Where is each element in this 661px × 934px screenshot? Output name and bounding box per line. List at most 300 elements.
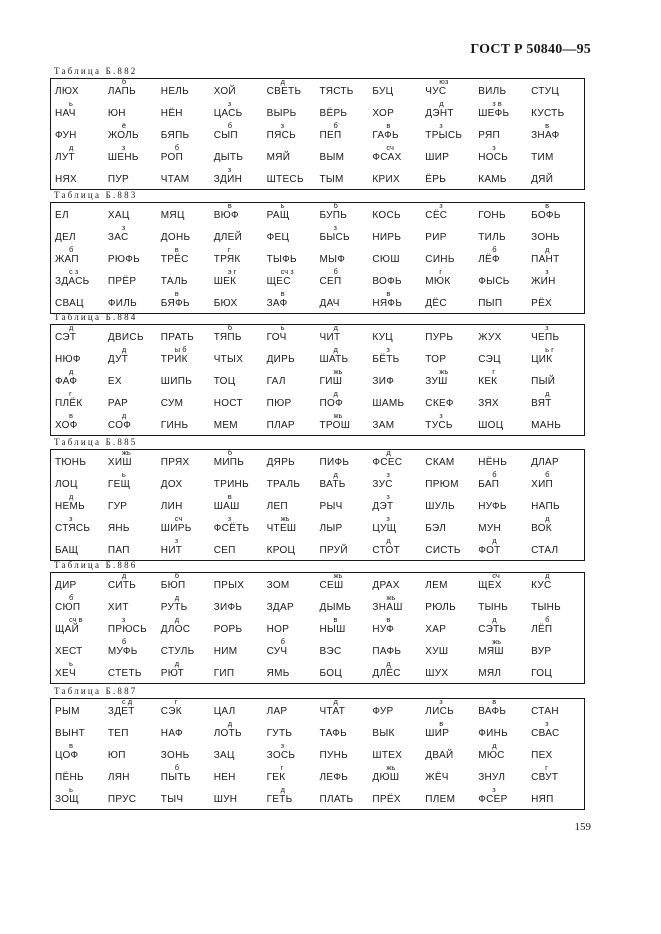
word: ЧИТ xyxy=(319,332,341,343)
word-cell xyxy=(372,167,425,189)
word-cell xyxy=(161,225,214,247)
stress-mark: з xyxy=(121,615,126,624)
word: ВЫК xyxy=(372,728,395,739)
word: ЗДЕТ xyxy=(107,706,135,717)
word: ДВИСЬ xyxy=(107,332,144,343)
stress-mark: жь xyxy=(386,593,396,602)
word: ЗОСЬ xyxy=(266,750,296,761)
word: МЯШ xyxy=(478,646,504,657)
stress-mark: д xyxy=(492,536,497,545)
stress-mark: г xyxy=(69,389,72,398)
word-cell xyxy=(161,269,214,291)
stress-mark: жь xyxy=(439,367,449,376)
word-cell xyxy=(267,765,320,787)
word-cell xyxy=(214,450,267,472)
word-cell xyxy=(214,101,267,123)
word-cell xyxy=(161,325,214,347)
word-cell xyxy=(55,225,108,247)
word: МЯЛ xyxy=(478,668,502,679)
stress-mark: д xyxy=(280,77,285,86)
word-cell xyxy=(55,167,108,189)
stress-mark: г xyxy=(227,245,231,254)
word-cell xyxy=(214,123,267,145)
stress-mark: жь xyxy=(386,763,396,772)
stress-mark: д xyxy=(545,245,550,254)
word-cell xyxy=(531,765,584,787)
word-cell xyxy=(372,101,425,123)
word: СЕП xyxy=(319,276,342,287)
word-cell xyxy=(267,269,320,291)
stress-mark: д xyxy=(386,448,391,457)
word-cell xyxy=(55,494,108,516)
word: ШАМЬ xyxy=(372,398,405,409)
word-cell xyxy=(425,291,478,313)
word-cell xyxy=(531,787,584,809)
word: ЗУС xyxy=(372,479,393,490)
word: ПРЯХ xyxy=(160,457,190,468)
word-cell xyxy=(267,721,320,743)
word-cell xyxy=(108,203,161,225)
word-cell xyxy=(372,743,425,765)
stress-mark: г xyxy=(174,697,178,706)
word-cell xyxy=(214,167,267,189)
word-cell xyxy=(478,291,531,313)
word: СЭК xyxy=(160,706,182,717)
word-cell xyxy=(478,347,531,369)
word: ШАТЬ xyxy=(319,354,349,365)
stress-mark: жь xyxy=(280,514,290,523)
word-cell xyxy=(267,101,320,123)
word-cell xyxy=(320,595,373,617)
word: ТЯПЬ xyxy=(213,332,242,343)
stress-mark: в xyxy=(69,741,73,750)
word-cell xyxy=(55,123,108,145)
word-cell xyxy=(108,573,161,595)
word-cell xyxy=(320,369,373,391)
word-cell xyxy=(267,167,320,189)
word-cell xyxy=(320,516,373,538)
word-cell xyxy=(372,79,425,101)
word: ДЫМЬ xyxy=(319,602,352,613)
stress-mark: з xyxy=(121,223,126,232)
stress-mark: д xyxy=(545,514,550,523)
word-cell xyxy=(108,167,161,189)
word-cell xyxy=(372,369,425,391)
word-grid xyxy=(55,325,584,435)
stress-mark: з xyxy=(227,514,232,523)
word: МЕМ xyxy=(213,420,238,431)
word: СВЕТЬ xyxy=(266,86,302,97)
word-cell xyxy=(531,291,584,313)
word: ГОНЬ xyxy=(478,210,506,221)
stress-mark: в xyxy=(280,289,285,298)
word-cell xyxy=(108,291,161,313)
word: СВАС xyxy=(531,728,560,739)
word: БУПЬ xyxy=(319,210,348,221)
word-cell xyxy=(55,661,108,683)
word-cell xyxy=(531,538,584,560)
word: МЯЙ xyxy=(266,152,291,163)
word-cell xyxy=(478,167,531,189)
table-box xyxy=(50,449,585,561)
word: СОФ xyxy=(107,420,132,431)
stress-mark: д xyxy=(439,99,444,108)
word: НОСТ xyxy=(213,398,243,409)
word-cell xyxy=(478,617,531,639)
word: ШТЕСЬ xyxy=(266,174,304,185)
word: ЗНУЛ xyxy=(478,772,506,783)
table-box xyxy=(50,698,585,810)
word-cell xyxy=(531,595,584,617)
word-cell xyxy=(161,639,214,661)
stress-mark: д xyxy=(333,389,338,398)
word: ЛУТ xyxy=(55,152,75,163)
word-cell xyxy=(320,347,373,369)
word-cell xyxy=(108,595,161,617)
word-cell xyxy=(108,79,161,101)
word-cell xyxy=(161,167,214,189)
stress-mark: сч xyxy=(492,571,500,580)
stress-mark: в xyxy=(545,121,550,130)
word: ГЕТЬ xyxy=(266,794,293,805)
word: БОФЬ xyxy=(531,210,561,221)
word-cell xyxy=(320,391,373,413)
word: ГЕЩ xyxy=(107,479,131,490)
word: ФУР xyxy=(372,706,394,717)
word: СТУЦ xyxy=(531,86,560,97)
word-cell xyxy=(267,225,320,247)
word-cell xyxy=(425,101,478,123)
stress-mark: б xyxy=(121,637,127,646)
word: РЮЛЬ xyxy=(425,602,456,613)
table-caption: Таблица Б.883 xyxy=(54,190,138,200)
word-cell xyxy=(478,721,531,743)
word: КОСЬ xyxy=(372,210,401,221)
word: ВЫМ xyxy=(319,152,345,163)
word-cell xyxy=(478,661,531,683)
stress-mark: з xyxy=(386,470,390,479)
word: ТОР xyxy=(425,354,447,365)
word-cell xyxy=(55,269,108,291)
word: ЛЁП xyxy=(531,624,553,635)
word: ВЯТ xyxy=(531,398,552,409)
word: СТАН xyxy=(531,706,559,717)
word: ТАФЬ xyxy=(319,728,347,739)
word-cell xyxy=(214,79,267,101)
stress-mark: в xyxy=(174,245,179,254)
word-cell xyxy=(267,516,320,538)
word: ПРЫХ xyxy=(213,580,245,591)
word: ЛОТЬ xyxy=(213,728,242,739)
stress-mark: сч xyxy=(386,143,394,152)
word-cell xyxy=(55,101,108,123)
word-cell xyxy=(214,347,267,369)
word-cell xyxy=(55,743,108,765)
stress-mark: д xyxy=(545,389,550,398)
document-header: ГОСТ Р 50840—95 xyxy=(470,42,591,57)
word: БЯПЬ xyxy=(160,130,190,141)
word: СУЧ xyxy=(266,646,288,657)
stress-mark: з xyxy=(386,514,390,523)
word-cell xyxy=(478,787,531,809)
word: ТРАЛЬ xyxy=(266,479,301,490)
stress-mark: б xyxy=(174,571,180,580)
word: НОСЬ xyxy=(478,152,509,163)
word-cell xyxy=(267,450,320,472)
stress-mark: д xyxy=(545,571,550,580)
word-cell xyxy=(55,472,108,494)
word: ВЭС xyxy=(319,646,342,657)
stress-mark: з xyxy=(545,323,549,332)
stress-mark: б xyxy=(69,245,74,254)
word: СКАМ xyxy=(425,457,455,468)
word-cell xyxy=(320,203,373,225)
word-cell xyxy=(478,269,531,291)
stress-mark: ё xyxy=(121,121,127,130)
word: МАНЬ xyxy=(531,420,562,431)
word: ЖАП xyxy=(55,254,79,265)
word-cell xyxy=(531,247,584,269)
word: ХАР xyxy=(425,624,447,635)
word-cell xyxy=(108,413,161,435)
word: ПРУЙ xyxy=(319,545,348,556)
stress-mark: сч з xyxy=(280,267,294,276)
word: ХЕСТ xyxy=(55,646,83,657)
stress-mark: д xyxy=(386,536,391,545)
word: ЧЕПЬ xyxy=(531,332,560,343)
word: НЕН xyxy=(213,772,236,783)
word-cell xyxy=(214,391,267,413)
word: ВУР xyxy=(531,646,552,657)
word-cell xyxy=(425,765,478,787)
word: НЕМЬ xyxy=(55,501,85,512)
word-cell xyxy=(478,595,531,617)
word-cell xyxy=(531,472,584,494)
word-cell xyxy=(372,721,425,743)
stress-mark: жь xyxy=(333,411,343,420)
word: РИР xyxy=(425,232,447,243)
stress-mark: д xyxy=(121,345,127,354)
word-cell xyxy=(372,347,425,369)
word-cell xyxy=(267,79,320,101)
stress-mark: д xyxy=(386,659,391,668)
word-cell xyxy=(425,538,478,560)
word-cell xyxy=(108,661,161,683)
word-cell xyxy=(372,225,425,247)
stress-mark: жь xyxy=(333,571,343,580)
word: РЫМ xyxy=(55,706,80,717)
word: ПЛАТЬ xyxy=(319,794,354,805)
stress-mark: д xyxy=(69,143,74,152)
stress-mark: з xyxy=(439,411,443,420)
word-cell xyxy=(267,595,320,617)
word: ДЯРЬ xyxy=(266,457,296,468)
word: ШЕНЬ xyxy=(107,152,139,163)
word: МЮК xyxy=(425,276,451,287)
word-cell xyxy=(531,347,584,369)
word: ГИШ xyxy=(319,376,343,387)
word-cell xyxy=(55,450,108,472)
word-cell xyxy=(214,413,267,435)
stress-mark: д xyxy=(227,719,233,728)
word: ДУТ xyxy=(107,354,129,365)
word-cell xyxy=(108,391,161,413)
word: СЭЦ xyxy=(478,354,501,365)
word-cell xyxy=(161,699,214,721)
word: ФИЛЬ xyxy=(107,298,138,309)
word-cell xyxy=(214,721,267,743)
word-grid xyxy=(55,699,584,809)
word: НЯХ xyxy=(55,174,78,185)
word: ВОФЬ xyxy=(372,276,402,287)
word: ДЭНТ xyxy=(425,108,454,119)
stress-mark: ь г xyxy=(545,345,554,354)
word-cell xyxy=(267,699,320,721)
word-cell xyxy=(55,617,108,639)
word: ТЫМ xyxy=(319,174,344,185)
word-cell xyxy=(55,203,108,225)
stress-mark: з xyxy=(227,99,232,108)
word-cell xyxy=(108,450,161,472)
word-cell xyxy=(372,269,425,291)
stress-mark: д xyxy=(121,411,127,420)
word: ПОФ xyxy=(319,398,343,409)
word-cell xyxy=(320,123,373,145)
word-cell xyxy=(214,472,267,494)
word: РУТЬ xyxy=(160,602,188,613)
stress-mark: б xyxy=(227,121,232,130)
word-cell xyxy=(267,369,320,391)
word: ПАНТ xyxy=(531,254,560,265)
stress-mark: б xyxy=(492,245,497,254)
word: РОРЬ xyxy=(213,624,243,635)
word-cell xyxy=(531,721,584,743)
stress-mark: з xyxy=(545,267,549,276)
word: СИСТЬ xyxy=(425,545,461,556)
word: ЯНЬ xyxy=(107,523,130,534)
word: НЁН xyxy=(160,108,183,119)
stress-mark: б xyxy=(227,448,232,457)
word: ПЯСЬ xyxy=(266,130,296,141)
word: ДЭТ xyxy=(372,501,394,512)
word-cell xyxy=(267,291,320,313)
word: ТРЁС xyxy=(160,254,189,265)
word-cell xyxy=(267,247,320,269)
word: РЯП xyxy=(478,130,500,141)
word: ФЕЦ xyxy=(266,232,290,243)
word: СЕП xyxy=(213,545,236,556)
word: ДЛОС xyxy=(160,624,191,635)
stress-mark: з xyxy=(333,223,337,232)
word-cell xyxy=(478,203,531,225)
word: ШИР xyxy=(425,152,450,163)
stress-mark: б xyxy=(333,121,338,130)
word: ЖУХ xyxy=(478,332,502,343)
word: ПУРЬ xyxy=(425,332,454,343)
word: ХОФ xyxy=(55,420,78,431)
word: ХАЦ xyxy=(107,210,130,221)
word: ЛОЦ xyxy=(55,479,78,490)
word-cell xyxy=(531,699,584,721)
word-cell xyxy=(478,325,531,347)
stress-mark: б xyxy=(174,143,180,152)
word-cell xyxy=(267,743,320,765)
word: РОП xyxy=(160,152,184,163)
word: ВАТЬ xyxy=(319,479,346,490)
word-cell xyxy=(531,325,584,347)
word-cell xyxy=(478,765,531,787)
stress-mark: б xyxy=(174,763,180,772)
word: СЫП xyxy=(213,130,238,141)
word-cell xyxy=(267,325,320,347)
word-cell xyxy=(214,203,267,225)
word-cell xyxy=(478,699,531,721)
word: ГАФЬ xyxy=(372,130,399,141)
word: ЦАЛ xyxy=(213,706,236,717)
word-cell xyxy=(161,203,214,225)
word: БЫСЬ xyxy=(319,232,350,243)
word-cell xyxy=(161,79,214,101)
word-cell xyxy=(531,494,584,516)
word: ЁРЬ xyxy=(425,174,447,185)
stress-mark: б xyxy=(333,201,338,210)
stress-mark: в xyxy=(545,201,550,210)
word-cell xyxy=(108,516,161,538)
word: НЫШ xyxy=(319,624,346,635)
word-grid xyxy=(55,79,584,189)
word: ДРАХ xyxy=(372,580,400,591)
word-cell xyxy=(108,743,161,765)
word-cell xyxy=(425,123,478,145)
word-cell xyxy=(372,661,425,683)
word: РЮТ xyxy=(160,668,185,679)
stress-mark: б xyxy=(545,615,550,624)
word: ДОНЬ xyxy=(160,232,191,243)
word-cell xyxy=(267,123,320,145)
word-cell xyxy=(478,639,531,661)
word: ГИП xyxy=(213,668,235,679)
word-cell xyxy=(108,325,161,347)
word: СУМ xyxy=(160,398,184,409)
word: БАП xyxy=(478,479,500,490)
stress-mark: с з xyxy=(69,267,79,276)
word: НИРЬ xyxy=(372,232,402,243)
table-box xyxy=(50,324,585,436)
word: ПРЮСЬ xyxy=(107,624,148,635)
word: КУСТЬ xyxy=(531,108,565,119)
stress-mark: з xyxy=(439,697,443,706)
word-cell xyxy=(531,391,584,413)
stress-mark: б xyxy=(492,470,497,479)
word: ХУШ xyxy=(425,646,449,657)
word-cell xyxy=(55,538,108,560)
word-cell xyxy=(161,538,214,560)
word: МУН xyxy=(478,523,501,534)
word: ФСЕР xyxy=(478,794,508,805)
word-cell xyxy=(267,391,320,413)
word-cell xyxy=(320,269,373,291)
word: ДЁС xyxy=(425,298,447,309)
stress-mark: з xyxy=(439,121,443,130)
word-cell xyxy=(161,661,214,683)
word-cell xyxy=(267,472,320,494)
table-caption: Таблица Б.884 xyxy=(54,312,138,322)
word: ТОЦ xyxy=(213,376,236,387)
word-cell xyxy=(320,787,373,809)
word: ШЕФЬ xyxy=(478,108,510,119)
word-cell xyxy=(267,494,320,516)
word-cell xyxy=(214,269,267,291)
